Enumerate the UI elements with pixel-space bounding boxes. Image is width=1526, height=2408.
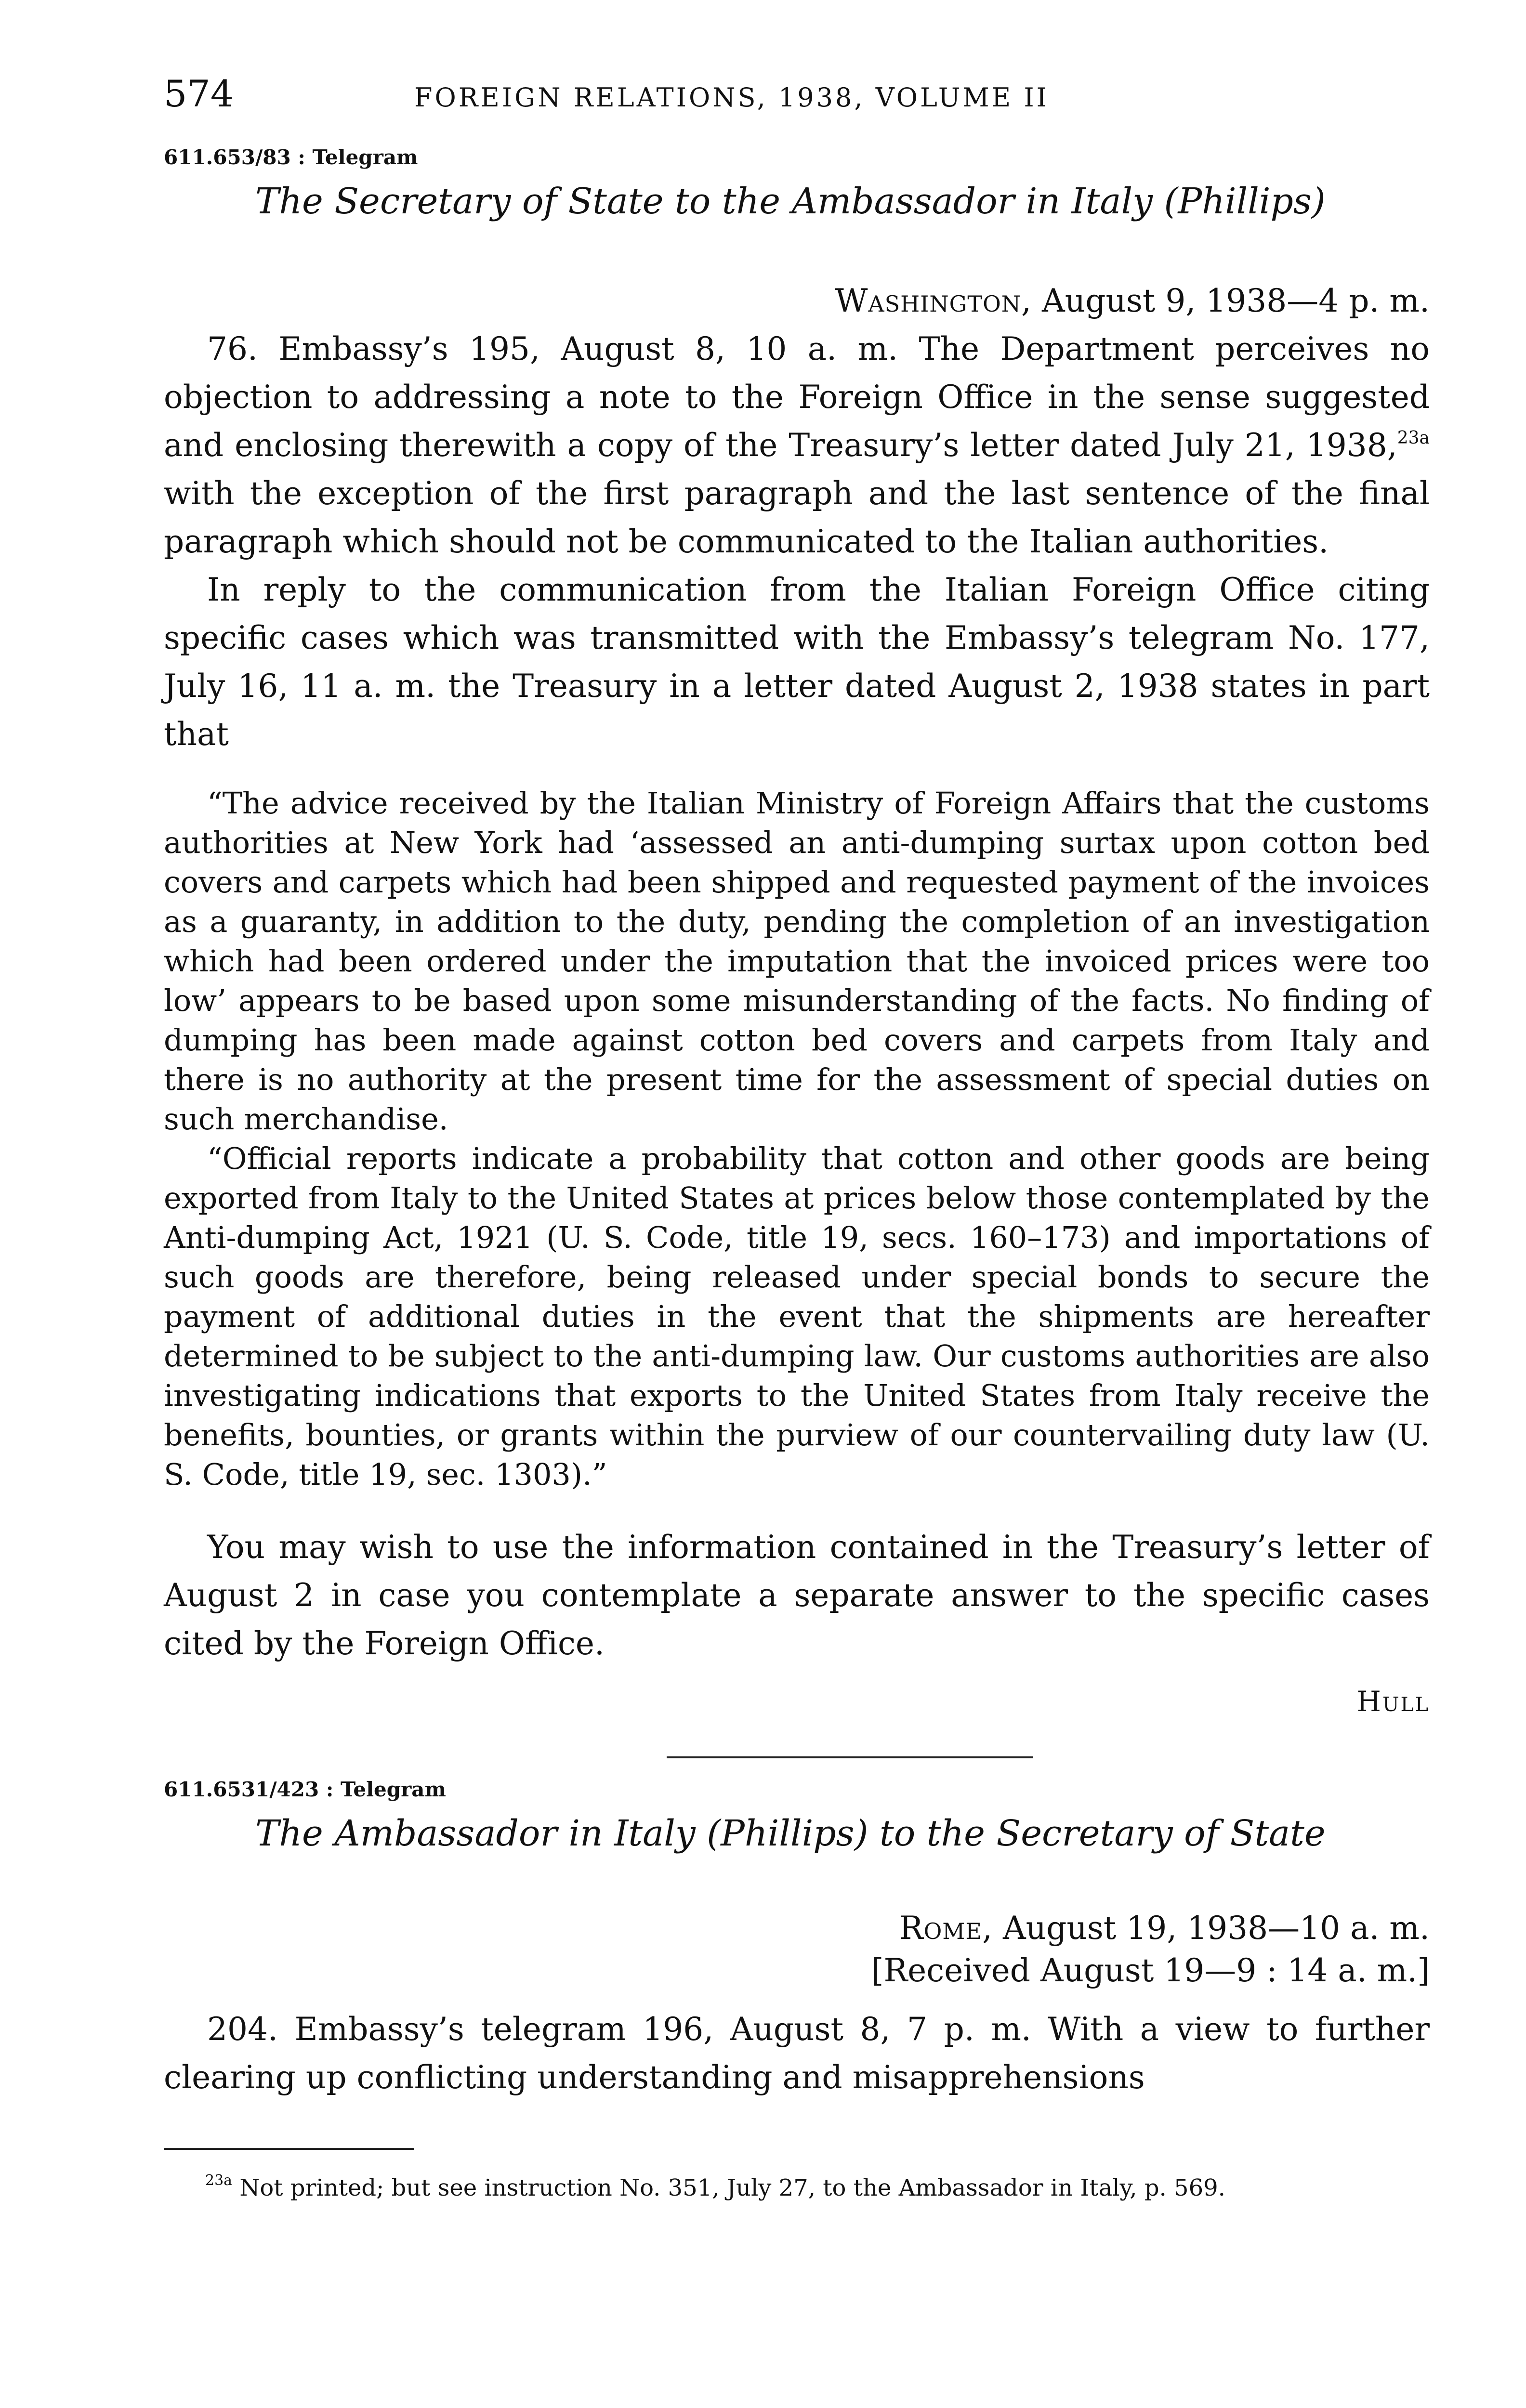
footnote-mark: 23a — [205, 2172, 233, 2189]
page-number: 574 — [164, 72, 234, 115]
running-title: FOREIGN RELATIONS, 1938, VOLUME II — [414, 82, 1049, 113]
dateline-place: Rome, — [899, 1910, 993, 1947]
quoted-paragraph: “Official reports indicate a probability that cotton and other goods are being exported from Italy to the United States at prices below those contemplated by the Anti-dumping Act, 1921 (U. S. Code, title 19, secs. 160–173) and importations of such goods are therefore, being released under special bonds to secure the payment of additional duties in the event that the shipments are hereafter determined to be subject to the anti-dumping law. Our customs authorities are also investigating indications that exports to the United States from Italy receive the benefits, bounties, or grants within the purview of our countervailing duty law (U. S. Code, title 19, sec. 1303).” — [164, 1141, 1430, 1492]
footnote — [164, 2170, 1430, 2206]
document-heading: The Secretary of State to the Ambassador in Italy (Phillips) — [255, 181, 1326, 222]
dateline-date: August 9, 1938—4 p. m. — [1042, 282, 1430, 319]
document-reference: 611.653/83 : Telegram — [164, 145, 418, 169]
body-paragraph — [164, 325, 1430, 566]
footnote-rule — [164, 2148, 414, 2150]
footnote-reference: 23a — [1397, 428, 1430, 448]
paragraph-text: with the exception of the first paragraph and the last sentence of the final paragraph which should not be communicated to the Italian authorities. — [164, 475, 1430, 560]
document-reference: 611.6531/423 : Telegram — [164, 1778, 446, 1801]
footnote-text: Not printed; but see instruction No. 351, July 27, to the Ambassador in Italy, p. 569. — [232, 2174, 1225, 2201]
quoted-paragraph: “The advice received by the Italian Ministry of Foreign Affairs that the customs authorities at New York had ‘assessed an anti-dumping surtax upon cotton bed covers and carpets which had been shipped and requested payment of the invoices as a guaranty, in addition to the duty, pending the completion of an investigation which had been ordered under the imputation that the invoiced prices were too low’ appears to be based upon some misunderstanding of the facts. No finding of dumping has been made against cotton bed covers and carpets from Italy and there is no authority at the present time for the assessment of special duties on such merchandise. — [164, 785, 1430, 1137]
signature: Hull — [1356, 1685, 1430, 1718]
body-paragraph: 204. Embassy’s telegram 196, August 8, 7 p. m. With a view to further clearing up conflicting understanding and misapprehensions — [164, 2011, 1430, 2096]
section-separator — [667, 1756, 1033, 1758]
dateline — [164, 1907, 1430, 1950]
dateline — [164, 280, 1430, 322]
dateline-place: Washington, — [835, 282, 1032, 319]
dateline-date: August 19, 1938—10 a. m. — [1002, 1910, 1430, 1947]
document-heading: The Ambassador in Italy (Phillips) to the Secretary of State — [255, 1813, 1326, 1854]
body-paragraph: In reply to the communication from the Italian Foreign Office citing specific cases which was transmitted with the Embassy’s telegram No. 177, July 16, 11 a. m. the Treasury in a letter dated August 2, 1938 states in part that — [164, 571, 1430, 753]
body-paragraph: You may wish to use the information contained in the Treasury’s letter of August 2 in case you contemplate a separate answer to the specific cases cited by the Foreign Office. — [164, 1529, 1430, 1662]
received-line: [Received August 19—9 : 14 a. m.] — [871, 1952, 1430, 1989]
paragraph-text: 76. Embassy’s 195, August 8, 10 a. m. The Department perceives no objection to addressing a note to the Foreign Office in the sense suggested and enclosing therewith a copy of the Treasury’s letter dated July 21, 1938, — [164, 330, 1430, 464]
running-head — [164, 72, 1430, 125]
